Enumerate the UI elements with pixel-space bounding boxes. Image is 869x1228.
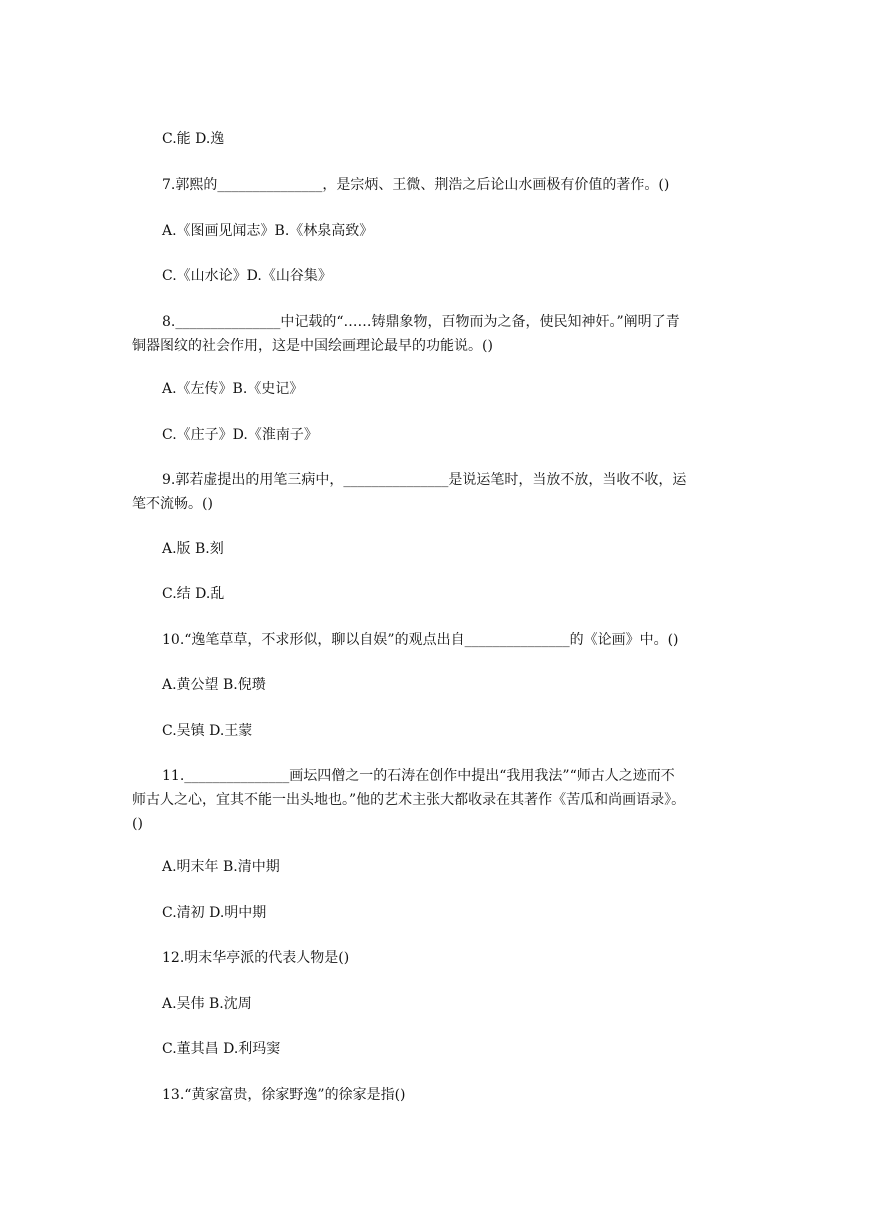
question-7: 7.郭熙的_______________，是宗炳、王微、荆浩之后论山水画极有价值的著作。() (162, 177, 670, 193)
question-10: 10.“逸笔草草，不求形似，聊以自娱”的观点出自_______________的《论画》中。() (162, 632, 679, 648)
question-9-line-2: 笔不流畅。() (132, 496, 213, 512)
question-8-line-1: 8._______________中记载的“……铸鼎象物，百物而为之备，使民知神奸。”阐明了青 (162, 314, 680, 330)
question-11-line-1: 11._______________画坛四僧之一的石涛在创作中提出“我用我法”“师古人之迹而不 (162, 768, 675, 784)
option-line-q11-ab: A.明末年 B.清中期 (162, 859, 280, 875)
option-line-q6-cd: C.能 D.逸 (162, 131, 225, 147)
question-11-line-3: () (132, 816, 143, 832)
option-line-q8-cd: C.《庄子》D.《淮南子》 (162, 427, 318, 443)
question-9-line-1: 9.郭若虚提出的用笔三病中，_______________是说运笔时，当放不放，当收不收，运 (162, 472, 687, 488)
option-line-q9-cd: C.结 D.乱 (162, 586, 225, 602)
question-8-line-2: 铜器图纹的社会作用，这是中国绘画理论最早的功能说。() (132, 338, 493, 354)
question-13: 13.“黄家富贵，徐家野逸”的徐家是指() (162, 1087, 406, 1103)
option-line-q7-cd: C.《山水论》D.《山谷集》 (162, 268, 332, 284)
option-line-q7-ab: A.《图画见闻志》B.《林泉高致》 (162, 223, 374, 239)
option-line-q12-cd: C.董其昌 D.利玛窦 (162, 1041, 281, 1057)
option-line-q10-cd: C.吴镇 D.王蒙 (162, 723, 253, 739)
option-line-q12-ab: A.吴伟 B.沈周 (162, 996, 252, 1012)
option-line-q8-ab: A.《左传》B.《史记》 (162, 381, 304, 397)
question-12: 12.明末华亭派的代表人物是() (162, 950, 350, 966)
option-line-q11-cd: C.清初 D.明中期 (162, 905, 267, 921)
option-line-q9-ab: A.版 B.刻 (162, 541, 224, 557)
question-11-line-2: 师古人之心，宜其不能一出头地也。”他的艺术主张大都收录在其著作《苦瓜和尚画语录》。 (132, 792, 686, 808)
option-line-q10-ab: A.黄公望 B.倪瓒 (162, 677, 266, 693)
